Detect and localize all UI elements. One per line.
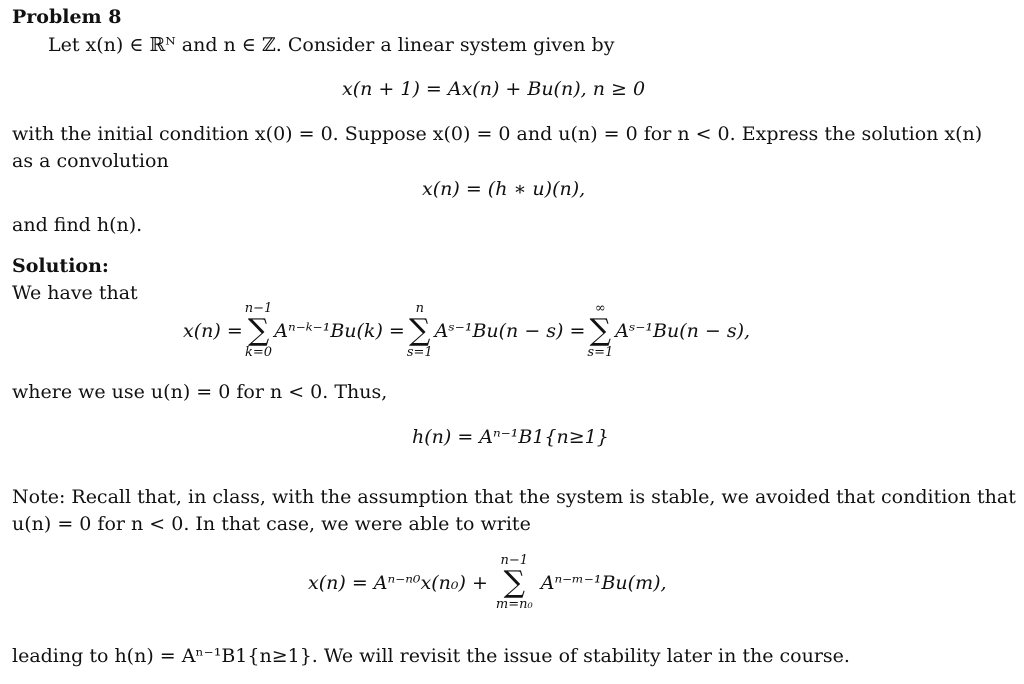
sum1-upper: n−1: [244, 301, 273, 316]
sum-symbol-4: [496, 554, 533, 613]
problem-statement-line1: Let x(n) ∈ ℝᴺ and n ∈ ℤ. Consider a linear system given by: [48, 34, 615, 56]
impulse-response-equation: h(n) = Aⁿ⁻¹B1{n≥1}: [412, 426, 609, 448]
sum-symbol-2: [407, 302, 433, 361]
sum2-lower: s=1: [406, 345, 433, 361]
sigma-icon: ∑: [589, 313, 612, 349]
system-equation: x(n + 1) = Ax(n) + Bu(n), n ≥ 0: [342, 78, 646, 100]
eq3-lhs: x(n) =: [183, 319, 243, 342]
note-sum-equation: [308, 554, 667, 613]
eq3-term3: Aˢ⁻¹Bu(n − s),: [615, 319, 751, 342]
solution-line2: where we use u(n) = 0 for n < 0. Thus,: [12, 381, 388, 403]
sum1-lower: k=0: [245, 345, 273, 361]
problem-statement-line3: as a convolution: [12, 150, 169, 172]
sum2-upper: n: [415, 301, 424, 316]
sum-symbol-1: [245, 302, 273, 361]
problem-statement-line2: with the initial condition x(0) = 0. Suppose x(0) = 0 and u(n) = 0 for n < 0. Express the solution x(n): [12, 123, 983, 145]
solution-line1: We have that: [12, 282, 138, 304]
eq5-lhs: x(n) = Aⁿ⁻ⁿ⁰x(n₀) +: [308, 571, 488, 594]
sigma-icon: ∑: [247, 313, 270, 349]
note-line3: leading to h(n) = Aⁿ⁻¹B1{n≥1}. We will revisit the issue of stability later in the course.: [12, 645, 850, 667]
sigma-icon: ∑: [503, 565, 526, 601]
solution-heading: Solution:: [12, 255, 109, 277]
problem-title: Problem 8: [12, 6, 122, 28]
sum3-upper: ∞: [594, 301, 606, 316]
sum-symbol-3: [587, 302, 613, 361]
solution-sum-equation: [183, 302, 750, 361]
sum3-lower: s=1: [587, 345, 614, 361]
sum4-lower: m=n₀: [495, 597, 533, 613]
problem-statement-line4: and find h(n).: [12, 214, 143, 236]
sigma-icon: ∑: [409, 313, 431, 349]
note-line2: u(n) = 0 for n < 0. In that case, we were able to write: [12, 513, 531, 535]
eq3-term1: Aⁿ⁻ᵏ⁻¹Bu(k) =: [274, 319, 405, 342]
eq3-term2: Aˢ⁻¹Bu(n − s) =: [434, 319, 586, 342]
sum4-upper: n−1: [500, 553, 529, 568]
note-line1: Note: Recall that, in class, with the assumption that the system is stable, we avoided that condition that: [12, 486, 1016, 508]
eq5-term: Aⁿ⁻ᵐ⁻¹Bu(m),: [540, 571, 667, 594]
convolution-equation: x(n) = (h ∗ u)(n),: [422, 178, 586, 200]
